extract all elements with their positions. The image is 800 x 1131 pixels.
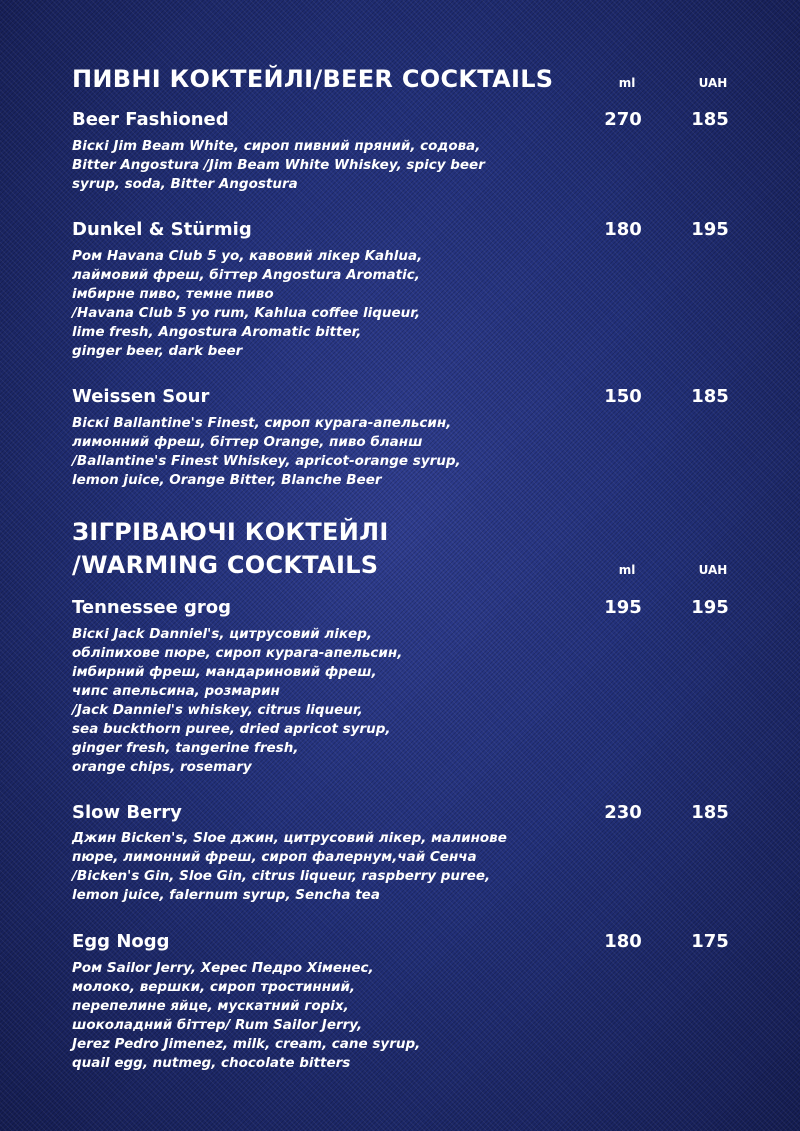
item-name-weissen-sour: Weissen Sour <box>72 386 210 407</box>
item-price: 185 <box>691 386 729 407</box>
column-header-ml: ml <box>618 563 636 577</box>
section-title-beer-cocktails: ПИВНІ КОКТЕЙЛІ/BEER COCKTAILS <box>72 65 554 93</box>
item-price: 175 <box>691 931 729 952</box>
item-name-dunkel-sturmig: Dunkel & Stürmig <box>72 219 252 240</box>
item-price: 185 <box>691 802 729 823</box>
column-header-uah: UAH <box>698 76 728 90</box>
section-title-warming-cocktails-line2: /WARMING COCKTAILS <box>72 551 379 579</box>
item-price: 185 <box>691 109 729 130</box>
column-header-uah: UAH <box>698 563 728 577</box>
item-description: Віскі Jack Danniel's, цитрусовий лікер, обліпихове пюре, сироп курага-апельсин, імбирний фреш, мандариновий фреш, чипс апельсина, розмарин /Jack Danniel's whiskey, citrus liqueur, sea buckthorn puree, dried apricot syrup, ginger fresh, tangerine fresh, orange chips, rosemary <box>72 626 403 775</box>
item-name-tennessee-grog: Tennessee grog <box>72 597 232 618</box>
column-header-ml: ml <box>618 76 636 90</box>
item-name-beer-fashioned: Beer Fashioned <box>72 109 229 130</box>
item-volume: 270 <box>604 109 642 130</box>
item-description: Джин Bicken's, Sloe джин, цитрусовий лікер, малинове пюре, лимонний фреш, сироп фалернум,чай Сенча /Bicken's Gin, Sloe Gin, citrus liqueur, raspberry puree, lemon juice, falernum syrup, Sencha tea <box>72 830 507 903</box>
item-volume: 195 <box>604 597 642 618</box>
item-description: Віскі Ballantine's Finest, сироп курага-апельсин, лимонний фреш, біттер Orange, пиво бланш /Ballantine's Finest Whiskey, apricot-orange syrup, lemon juice, Orange Bitter, Blanche Beer <box>72 415 461 488</box>
item-volume: 150 <box>604 386 642 407</box>
item-volume: 180 <box>604 931 642 952</box>
item-price: 195 <box>691 597 729 618</box>
item-description: Ром Havana Club 5 yo, кавовий лікер Kahlua, лаймовий фреш, біттер Angostura Aromatic, імбирне пиво, темне пиво /Havana Club 5 yo rum, Kahlua coffee liqueur, lime fresh, Angostura Aromatic bitter, ginger beer, dark beer <box>72 248 423 359</box>
item-description: Ром Sailor Jerry, Херес Педро Хіменес, молоко, вершки, сироп тростинний, перепелине яйце, мускатний горіх, шоколадний біттер/ Rum Sailor Jerry, Jerez Pedro Jimenez, milk, cream, cane syrup, quail egg, nutmeg, chocolate bitters <box>72 960 421 1071</box>
item-name-slow-berry: Slow Berry <box>72 802 182 823</box>
item-description: Віскі Jim Beam White, сироп пивний пряний, содова, Bitter Angostura /Jim Beam White Whiskey, spicy beer syrup, soda, Bitter Angostura <box>72 138 485 192</box>
item-price: 195 <box>691 219 729 240</box>
section-title-warming-cocktails-line1: ЗІГРІВАЮЧІ КОКТЕЙЛІ <box>72 518 389 546</box>
item-volume: 230 <box>604 802 642 823</box>
item-name-egg-nogg: Egg Nogg <box>72 931 170 952</box>
item-volume: 180 <box>604 219 642 240</box>
